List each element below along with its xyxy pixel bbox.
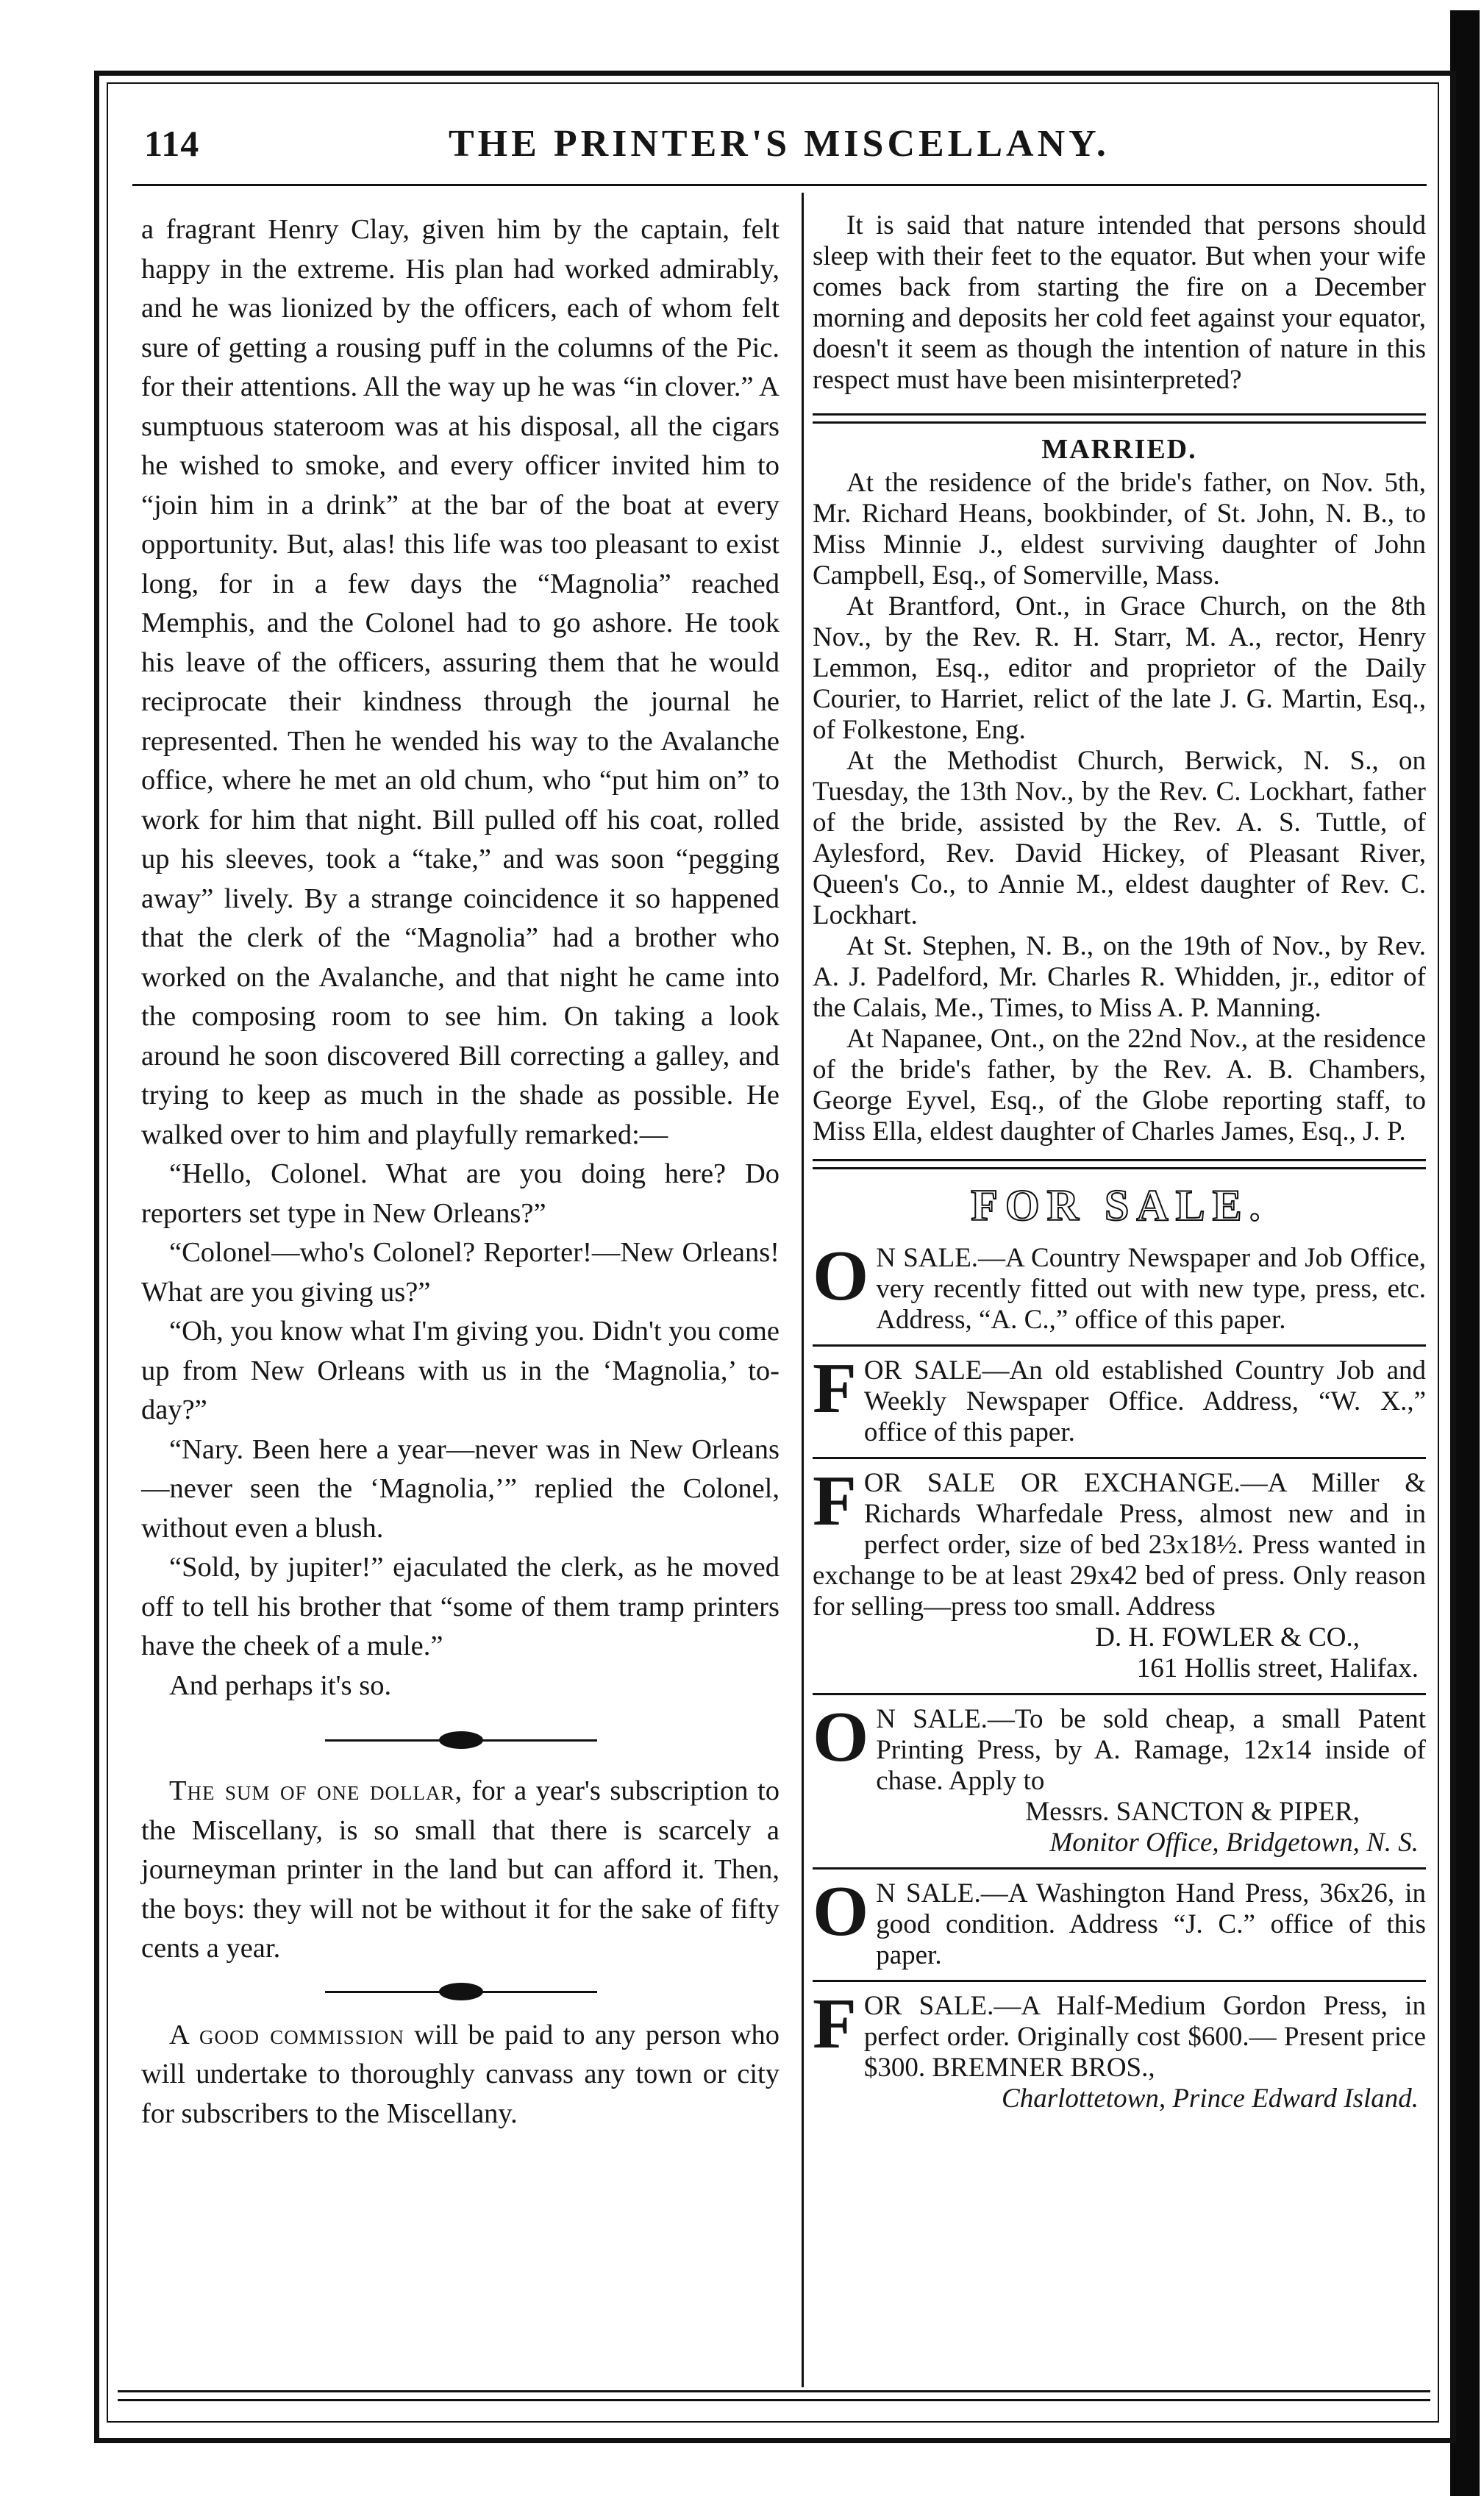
story-paragraph: “Colonel—who's Colonel? Reporter!—New Orleans! What are you giving us?” (141, 1237, 780, 1308)
classified-ad (813, 1236, 1426, 1336)
section-rule (813, 1159, 1426, 1169)
ad-text: OR SALE.—A Half-Medium Gordon Press, in perfect order. Originally cost $600.— Present price $300. BREMNER BROS., (863, 1991, 1426, 2083)
marriage-notice: At Brantford, Ont., in Grace Church, on the 8th Nov., by the Rev. R. H. Starr, M. A., rector, Henry Lemmon, Esq., editor and proprietor of the Daily Courier, to Harriet, relict of the late J. G. Martin, Esq., of Folkestone, Eng. (813, 591, 1426, 745)
footer-rule (118, 2399, 1430, 2401)
marriage-notice: At Napanee, Ont., on the 22nd Nov., at the residence of the bride's father, by the Rev. A. B. Chambers, George Eyvel, Esq., of the Globe reporting staff, to Miss Ella, eldest daughter of Charles James, Esq., J. P. (813, 1024, 1426, 1147)
left-column (141, 210, 780, 2134)
ad-rule (813, 1457, 1426, 1459)
ad-address: Charlottetown, Prince Edward Island. (1002, 2084, 1419, 2114)
story-paragraph: “Oh, you know what I'm giving you. Didn't you come up from New Orleans with us in the ‘Magnolia,’ to-day?” (141, 1316, 780, 1425)
ad-signature: Messrs. SANCTON & PIPER, (1025, 1797, 1360, 1827)
ad-text: N SALE.—A Washington Hand Press, 36x26, in good condition. Address “J. C.” office of this paper. (876, 1878, 1426, 1970)
footer-rule (118, 2390, 1430, 2392)
ad-text: OR SALE OR EXCHANGE.—A Miller & Richards Wharfedale Press, almost new and in perfect order, size of bed 23x18½. Press wanted in exchange to be at least 29x42 bed of press. Only reason for selling—press too small. Address (813, 1468, 1426, 1622)
story-paragraph: And perhaps it's so. (169, 1669, 392, 1701)
story-paragraph: “Hello, Colonel. What are you doing here? Do reporters set type in New Orleans?” (141, 1158, 780, 1229)
header-rule (132, 184, 1427, 186)
running-head-title: THE PRINTER'S MISCELLANY. (449, 123, 1110, 165)
notice-body: will be paid to any person who will undertake to thoroughly canvass any town or city for subscribers to the Miscellany. (141, 2019, 780, 2129)
classified-ad (813, 1984, 1426, 2114)
column-divider (802, 193, 804, 2387)
classified-ad (813, 1872, 1426, 1971)
notice-body: for a year's subscription to the Miscellany, is so small that there is scarcely a journeyman printer in the land but can afford it. Then, the boys: they will not be without it for the sake of fifty cents a year. (141, 1775, 780, 1964)
drop-cap: F (813, 1461, 857, 1541)
marriage-notice: At St. Stephen, N. B., on the 19th of Nov., by Rev. A. J. Padelford, Mr. Charles R. Whidden, jr., editor of the Calais, Me., Times, to Miss A. P. Manning. (813, 931, 1426, 1023)
story-paragraph: a fragrant Henry Clay, given him by the captain, felt happy in the extreme. His plan had worked admirably, and he was lionized by the officers, each of whom felt sure of getting a rousing puff in the columns of the Pic. for their attentions. All the way up he was “in clover.” A sumptuous stateroom was at his disposal, all the cigars he wished to smoke, and every officer invited him to “join him in a drink” at the bar of the boat at every opportunity. But, alas! this life was too pleasant to exist long, for in a few days the “Magnolia” reached Memphis, and the Colonel had to go ashore. He took his leave of the officers, assuring them that he would reciprocate their kindness through the journal he represented. Then he wended his way to the Avalanche office, where he met an old chum, who “put him on” to work for him that night. Bill pulled off his coat, rolled up his sleeves, took a “take,” and was soon “pegging away” lively. By a strange coincidence it so happened that the clerk of the “Magnolia” had a brother who worked on the Avalanche, and that night he came into the composing room to see him. On taking a look around he soon discovered Bill correcting a galley, and trying to keep as much in the shade as possible. He walked over to him and playfully remarked:— (141, 214, 780, 1150)
married-heading: MARRIED. (1041, 434, 1197, 465)
ad-text: OR SALE—An old established Country Job and Weekly Newspaper Office. Address, “W. X.,” office of this paper. (863, 1355, 1426, 1447)
right-column (813, 210, 1426, 2114)
for-sale-heading: FOR SALE. (971, 1181, 1268, 1230)
marriage-notice: At the Methodist Church, Berwick, N. S., on Tuesday, the 13th Nov., by the Rev. C. Lockhart, father of the bride, assisted by the Rev. A. S. Tuttle, of Aylesford, Rev. David Hickey, of Pleasant River, Queen's Co., to Annie M., eldest daughter of Rev. C. Lockhart. (813, 746, 1426, 930)
classified-ad (813, 1349, 1426, 1448)
drop-cap: F (813, 1984, 857, 2064)
ornament-separator (141, 1978, 780, 2007)
notice-lead: A good commission (169, 2019, 404, 2050)
subscription-notice (141, 1772, 780, 1969)
ad-rule (813, 1980, 1426, 1982)
page-number: 114 (144, 123, 200, 164)
story-paragraph: “Nary. Been here a year—never was in New Orleans—never seen the ‘Magnolia,’” replied the Colonel, without even a blush. (141, 1433, 780, 1544)
classified-ad (813, 1461, 1426, 1684)
drop-cap: F (813, 1349, 857, 1428)
ad-rule (813, 1867, 1426, 1870)
commission-notice (141, 2016, 780, 2134)
ad-rule (813, 1344, 1426, 1347)
drop-cap: O (813, 1236, 869, 1316)
ornament-separator (141, 1726, 780, 1756)
notice-lead: The sum of one dollar, (169, 1775, 463, 1806)
classified-ad (813, 1697, 1426, 1858)
story-paragraph: “Sold, by jupiter!” ejaculated the clerk, as he moved off to tell his brother that “some of them tramp printers have the cheek of a mule.” (141, 1552, 780, 1661)
ad-address: Monitor Office, Bridgetown, N. S. (1049, 1828, 1419, 1858)
section-rule (813, 413, 1426, 424)
ad-signature: D. H. FOWLER & CO., (1095, 1622, 1360, 1653)
ad-text: N SALE.—To be sold cheap, a small Patent Printing Press, by A. Ramage, 12x14 inside of chase. Apply to (876, 1704, 1426, 1796)
marriage-notice: At the residence of the bride's father, on Nov. 5th, Mr. Richard Heans, bookbinder, of St. John, N. B., to Miss Minnie J., eldest surviving daughter of John Campbell, Esq., of Somerville, Mass. (813, 468, 1426, 591)
ornament-icon (439, 1731, 483, 1749)
ornament-icon (439, 1983, 483, 2000)
ad-text: N SALE.—A Country Newspaper and Job Office, very recently fitted out with new type, press, etc. Address, “A. C.,” office of this paper. (876, 1243, 1426, 1335)
nature-paragraph: It is said that nature intended that persons should sleep with their feet to the equator. But when your wife comes back from starting the fire on a December morning and deposits her cold feet against your equator, doesn't it seem as though the intention of nature in this respect must have been misinterpreted? (813, 210, 1426, 395)
ad-address: 161 Hollis street, Halifax. (1136, 1653, 1419, 1683)
ad-rule (813, 1693, 1426, 1695)
drop-cap: O (813, 1697, 869, 1777)
drop-cap: O (813, 1872, 869, 1951)
